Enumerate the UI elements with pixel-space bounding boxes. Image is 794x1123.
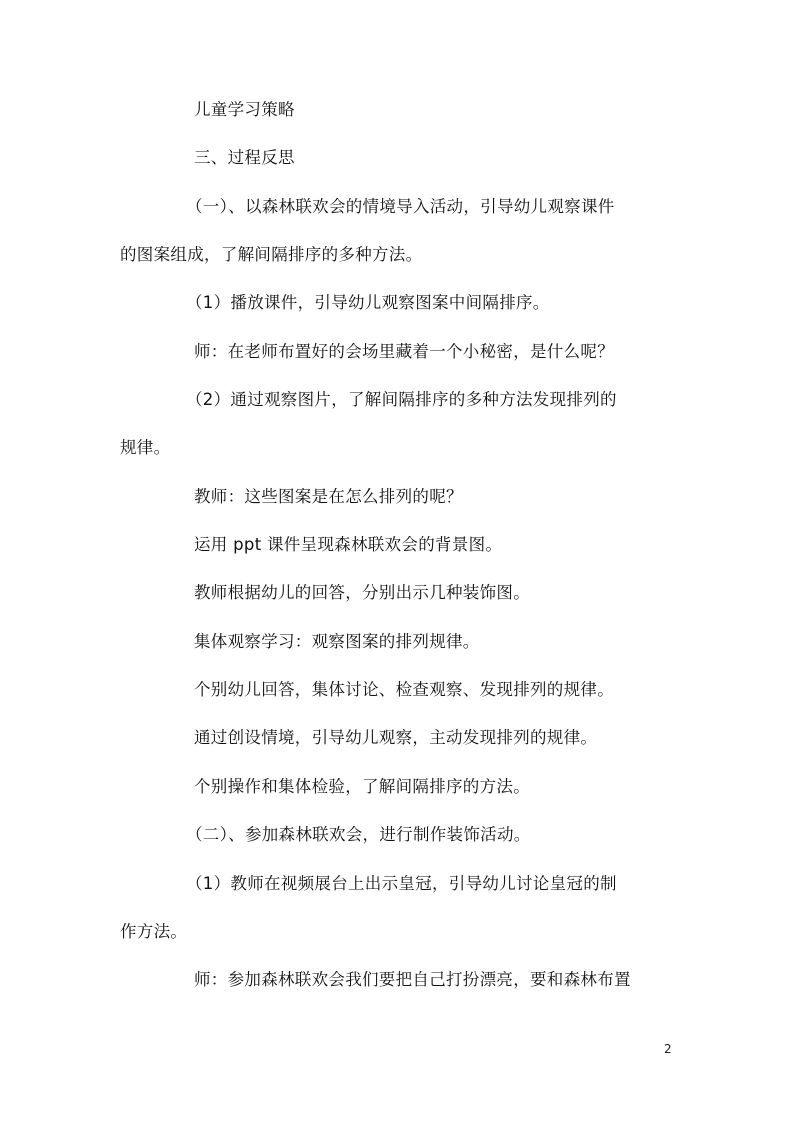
text-line: 师：在老师布置好的会场里藏着一个小秘密，是什么呢？ (194, 342, 614, 361)
text-line: 个别幼儿回答，集体讨论、检查观察、发现排列的规律。 (194, 680, 614, 699)
text-line: 的图案组成，了解间隔排序的多种方法。 (120, 245, 423, 264)
text-line: （1）播放课件，引导幼儿观察图案中间隔排序。 (186, 293, 550, 312)
text-line: 通过创设情境，引导幼儿观察，主动发现排列的规律。 (194, 728, 598, 747)
text-line: 儿童学习策略 (194, 100, 295, 119)
text-line: 教师：这些图案是在怎么排列的呢？ (194, 487, 463, 506)
text-line: 师：参加森林联欢会我们要把自己打扮漂亮，要和森林布置 (194, 970, 631, 989)
page-number: 2 (664, 1042, 672, 1056)
text-line: 规律。 (120, 438, 171, 457)
subsection-heading: （一）、以森林联欢会的情境导入活动，引导幼儿观察课件 (186, 197, 615, 216)
subsection-heading: （二）、参加森林联欢会，进行制作装饰活动。 (186, 825, 531, 844)
text-line: 集体观察学习：观察图案的排列规律。 (194, 632, 480, 651)
section-heading: 三、过程反思 (194, 148, 295, 167)
text-line: 教师根据幼儿的回答，分别出示几种装饰图。 (194, 583, 530, 602)
text-line: 作方法。 (120, 922, 188, 941)
text-line: （2）通过观察图片，了解间隔排序的多种方法发现排列的 (186, 390, 617, 409)
text-line: （1）教师在视频展台上出示皇冠，引导幼儿讨论皇冠的制 (186, 874, 617, 893)
text-line: 个别操作和集体检验，了解间隔排序的方法。 (194, 777, 530, 796)
text-line: 运用 ppt 课件呈现森林联欢会的背景图。 (194, 535, 503, 554)
